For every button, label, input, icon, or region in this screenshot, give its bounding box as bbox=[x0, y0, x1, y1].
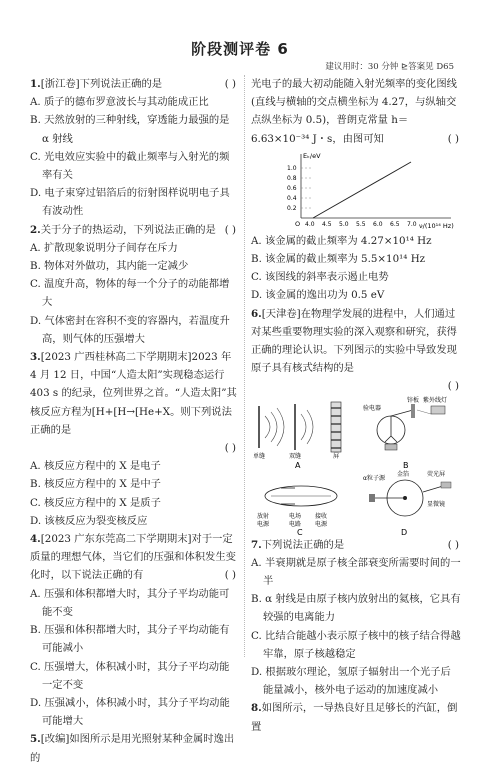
figure-d-letter: D bbox=[401, 527, 408, 536]
label-electroscope: 验电器 bbox=[363, 404, 382, 412]
label-power-2: 电源 bbox=[315, 520, 328, 528]
x-tick: 6.5 bbox=[390, 220, 400, 228]
option-a: A. 半衰期就是原子核全部衰变所需要时间的一半 bbox=[251, 556, 461, 588]
y-tick: 0.8 bbox=[287, 174, 297, 182]
option-b: B. 该金属的截止频率为 5.5×10¹⁴ Hz bbox=[251, 253, 426, 266]
answer-paren: ( ) bbox=[447, 380, 459, 393]
figure-b-letter: B bbox=[403, 460, 409, 470]
figure-d-alpha-scattering bbox=[363, 470, 451, 536]
experiment-figures bbox=[251, 396, 461, 536]
option-b: B. 物体对外做功，其内能一定减少 bbox=[30, 260, 189, 273]
answer-paren: ( ) bbox=[224, 78, 236, 90]
y-tick: 0.2 bbox=[287, 204, 297, 212]
answer-paren: ( ) bbox=[447, 538, 459, 551]
column-divider bbox=[244, 75, 245, 657]
question-2 bbox=[30, 221, 238, 348]
y-tick: 1.0 bbox=[287, 164, 297, 172]
option-d: D. 压强减小，体积减小时，其分子平均动能可能增大 bbox=[30, 696, 230, 728]
question-stem: [浙江卷]下列说法正确的是 bbox=[40, 78, 163, 90]
label-zinc-plate: 锌板 bbox=[407, 396, 420, 404]
question-number: 8. bbox=[251, 702, 262, 715]
label-power: 电源 bbox=[257, 520, 270, 528]
figure-c-letter: C bbox=[297, 527, 303, 536]
x-axis-label: ν/(10¹⁴ Hz) bbox=[419, 221, 454, 230]
graph-svg bbox=[251, 148, 461, 232]
option-a: A. 扩散现象说明分子间存在斥力 bbox=[30, 241, 178, 254]
label-fluorescent-screen: 荧光屏 bbox=[427, 470, 446, 478]
question-8-start bbox=[251, 699, 461, 735]
y-tick: 0.6 bbox=[287, 184, 297, 192]
x-tick: 4.0 bbox=[305, 220, 315, 228]
option-b: B. 天然放射的三种射线，穿透能力最强的是 α 射线 bbox=[30, 114, 230, 145]
figures-svg bbox=[251, 396, 461, 536]
question-stem: 如图所示，一导热良好且足够长的汽缸，倒置 bbox=[251, 702, 458, 733]
option-c: C. 温度升高，物体的每一个分子的动能都增大 bbox=[30, 278, 230, 309]
origin-label: O bbox=[295, 219, 301, 228]
question-5-start bbox=[30, 730, 238, 766]
right-column bbox=[251, 75, 461, 736]
question-number: 7. bbox=[251, 538, 262, 551]
question-7 bbox=[251, 536, 461, 700]
option-c: C. 该图线的斜率表示遏止电势 bbox=[251, 271, 389, 284]
photoelectric-graph bbox=[251, 148, 461, 232]
y-axis-label: Eₖ/eV bbox=[303, 151, 321, 160]
question-number: 4. bbox=[30, 533, 41, 546]
figure-b-photoelectric bbox=[363, 396, 447, 470]
option-a: A. 压强和体积都增大时，其分子平均动能可能不变 bbox=[30, 587, 230, 618]
option-a: A. 核反应方程中的 X 是电子 bbox=[30, 460, 161, 473]
ek-frequency-line bbox=[313, 162, 411, 218]
label-screen: 屏 bbox=[333, 452, 340, 460]
label-double-slit: 双缝 bbox=[289, 452, 302, 460]
time-answer-note: 建议用时：30 分钟 ⊵答案见 D65 bbox=[325, 62, 454, 72]
question-stem: [2023 广西桂林高二下学期期末]2023 年 4 月 12 日，中国“人造太阳”实现稳态运行 403 s 的纪录，位列世界之首。“人造太阳”其核反应方程为[H+[H→[He+X。则下列说法正确的是 bbox=[30, 351, 237, 436]
question-number: 6. bbox=[251, 307, 262, 320]
question-stem: 下列说法正确的是 bbox=[261, 538, 345, 551]
answer-paren: ( ) bbox=[447, 132, 459, 145]
figure-a-double-slit bbox=[253, 402, 341, 470]
option-c: C. 核反应方程中的 X 是质子 bbox=[30, 496, 161, 509]
question-6 bbox=[251, 305, 461, 396]
option-c: C. 压强增大，体积减小时，其分子平均动能一定不变 bbox=[30, 660, 230, 691]
option-c: C. 比结合能越小表示原子核中的核子结合得越牢靠，原子核越稳定 bbox=[251, 629, 461, 660]
label-alpha-source: α粒子源 bbox=[363, 474, 385, 482]
question-stem: [天津卷]在物理学发展的进程中，人们通过对某些重要物理实验的深入观察和研究，获得正确的理论认识。下列图示的实验中导致发现原子具有核式结构的是 bbox=[251, 307, 457, 375]
question-number: 5. bbox=[30, 733, 41, 746]
gridlines bbox=[301, 168, 311, 208]
figure-c-cathode-tube bbox=[257, 486, 337, 536]
label-uv-lamp: 紫外线灯 bbox=[423, 396, 448, 404]
answer-paren: ( ) bbox=[224, 569, 236, 582]
label-microscope: 显微镜 bbox=[427, 500, 446, 508]
left-column bbox=[30, 75, 238, 767]
question-number: 1. bbox=[30, 78, 41, 90]
option-b: B. α 射线是由原子核内放射出的氦核，它具有较强的电离能力 bbox=[251, 593, 461, 624]
y-tick: 0.4 bbox=[287, 194, 297, 202]
x-tick: 5.5 bbox=[356, 220, 366, 228]
option-a: A. 该金属的截止频率为 4.27×10¹⁴ Hz bbox=[251, 234, 432, 247]
option-d: D. 气体密封在容积不变的容器内，若温度升高，则气体的压强增大 bbox=[30, 314, 230, 345]
option-d: D. 该核反应为裂变核反应 bbox=[30, 514, 148, 527]
label-field: 电场 bbox=[289, 512, 302, 520]
question-stem: 光电子的最大初动能随入射光频率的变化图线(直线与横轴的交点横坐标为 4.27，与纵轴交点纵坐标为 0.5)，普朗克常量 h＝6.63×10⁻³⁴ J・s，由图可知 ( ) bbox=[251, 75, 461, 148]
x-tick: 6.0 bbox=[373, 220, 383, 228]
option-b: B. 压强和体积都增大时，其分子平均动能有可能减小 bbox=[30, 624, 230, 655]
question-1 bbox=[30, 75, 238, 221]
option-b: B. 核反应方程中的 X 是中子 bbox=[30, 478, 161, 491]
option-d: D. 该金属的逸出功为 0.5 eV bbox=[251, 289, 385, 302]
x-tick: 4.5 bbox=[322, 220, 332, 228]
question-stem: 关于分子的热运动，下列说法正确的是 bbox=[40, 223, 216, 236]
answer-paren: ( ) bbox=[224, 442, 236, 455]
x-tick: 7.0 bbox=[407, 220, 417, 228]
figure-a-letter: A bbox=[295, 460, 301, 470]
x-ticks bbox=[305, 221, 417, 228]
question-5-continued bbox=[251, 75, 461, 148]
label-emitter: 放射 bbox=[257, 512, 270, 520]
question-number: 3. bbox=[30, 351, 41, 364]
question-4 bbox=[30, 530, 238, 730]
question-stem: [2023 广东东莞高二下学期期末]对于一定质量的理想气体，当它们的压强和体积发生变化时，以下说法正确的有 bbox=[30, 533, 236, 582]
label-receiver: 接收 bbox=[315, 512, 328, 520]
page-title: 阶段测评卷 6 bbox=[191, 40, 289, 58]
option-d: D. 电子束穿过铝箔后的衍射图样说明电子具有波动性 bbox=[30, 187, 230, 218]
option-a: A. 质子的德布罗意波长与其动能成正比 bbox=[30, 96, 209, 109]
option-d: D. 根据玻尔理论，氢原子辐射出一个光子后能量减小，核外电子运动的加速度减小 bbox=[251, 666, 451, 697]
label-single-slit: 单缝 bbox=[253, 452, 266, 460]
option-c: C. 光电效应实验中的截止频率与入射光的频率有关 bbox=[30, 150, 230, 182]
answer-paren: ( ) bbox=[224, 223, 236, 236]
question-3 bbox=[30, 348, 238, 530]
x-tick: 5.0 bbox=[339, 220, 349, 228]
question-number: 2. bbox=[30, 223, 41, 236]
y-ticks bbox=[287, 165, 297, 212]
label-gold-foil: 金箔 bbox=[397, 470, 410, 478]
question-stem: [改编]如图所示是用光照射某种金属时逸出的 bbox=[30, 733, 235, 764]
label-circuit: 电路 bbox=[289, 520, 302, 528]
